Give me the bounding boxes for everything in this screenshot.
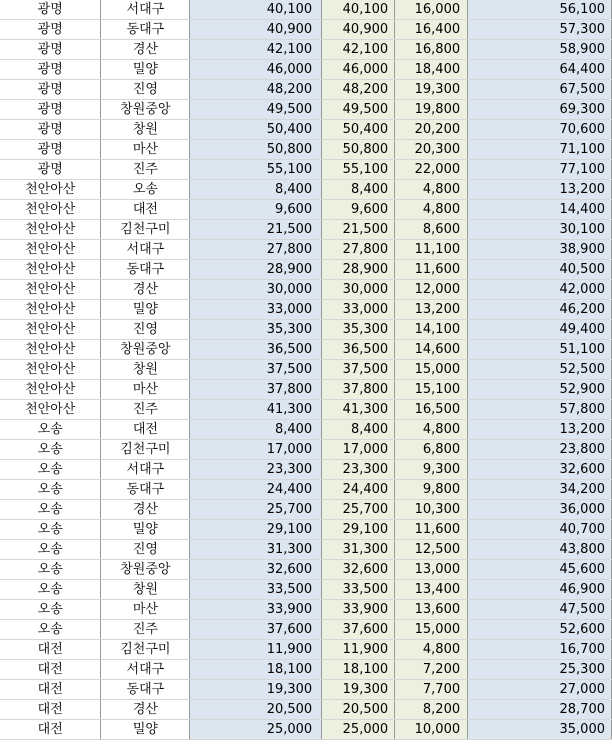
fare-c-cell[interactable]: 16,000 (395, 0, 468, 20)
fare-c-cell[interactable]: 16,800 (395, 40, 468, 60)
origin-cell[interactable]: 천안아산 (0, 260, 101, 280)
fare-c-cell[interactable]: 13,000 (395, 560, 468, 580)
origin-cell[interactable]: 천안아산 (0, 340, 101, 360)
fare-c-cell[interactable]: 11,100 (395, 240, 468, 260)
destination-cell[interactable]: 대전 (101, 420, 190, 440)
fare-b-cell[interactable]: 37,800 (322, 380, 395, 400)
fare-b-cell[interactable]: 8,400 (322, 420, 395, 440)
fare-total-cell[interactable]: 46,900 (468, 580, 612, 600)
origin-cell[interactable]: 광명 (0, 140, 101, 160)
fare-c-cell[interactable]: 14,600 (395, 340, 468, 360)
fare-a-cell[interactable]: 30,000 (190, 280, 322, 300)
fare-b-cell[interactable]: 8,400 (322, 180, 395, 200)
fare-total-cell[interactable]: 13,200 (468, 180, 612, 200)
table-row (0, 220, 612, 240)
fare-total-cell[interactable]: 43,800 (468, 540, 612, 560)
fare-c-cell[interactable]: 11,600 (395, 260, 468, 280)
fare-c-cell[interactable]: 4,800 (395, 640, 468, 660)
fare-c-cell[interactable]: 6,800 (395, 440, 468, 460)
origin-cell[interactable]: 천안아산 (0, 200, 101, 220)
fare-c-cell[interactable]: 10,000 (395, 720, 468, 740)
fare-total-cell[interactable]: 40,500 (468, 260, 612, 280)
fare-c-cell[interactable]: 16,400 (395, 20, 468, 40)
destination-cell[interactable]: 진주 (101, 620, 190, 640)
fare-b-cell[interactable]: 50,400 (322, 120, 395, 140)
origin-cell[interactable]: 천안아산 (0, 360, 101, 380)
fare-total-cell[interactable]: 57,800 (468, 400, 612, 420)
table-row (0, 200, 612, 220)
origin-cell[interactable]: 광명 (0, 80, 101, 100)
fare-b-cell[interactable]: 20,500 (322, 700, 395, 720)
table-row (0, 80, 612, 100)
fare-a-cell[interactable]: 19,300 (190, 680, 322, 700)
fare-c-cell[interactable]: 4,800 (395, 420, 468, 440)
table-row (0, 20, 612, 40)
fare-c-cell[interactable]: 22,000 (395, 160, 468, 180)
fare-a-cell[interactable]: 33,500 (190, 580, 322, 600)
origin-cell[interactable]: 대전 (0, 700, 101, 720)
fare-a-cell[interactable]: 41,300 (190, 400, 322, 420)
fare-c-cell[interactable]: 8,600 (395, 220, 468, 240)
fare-c-cell[interactable]: 15,100 (395, 380, 468, 400)
table-row (0, 60, 612, 80)
table-row (0, 520, 612, 540)
fare-a-cell[interactable]: 31,300 (190, 540, 322, 560)
table-row (0, 40, 612, 60)
fare-total-cell[interactable]: 38,900 (468, 240, 612, 260)
fare-total-cell[interactable]: 42,000 (468, 280, 612, 300)
table-row (0, 720, 612, 740)
fare-a-cell[interactable]: 25,700 (190, 500, 322, 520)
origin-cell[interactable]: 광명 (0, 120, 101, 140)
table-row (0, 660, 612, 680)
fare-total-cell[interactable]: 30,100 (468, 220, 612, 240)
fare-total-cell[interactable]: 52,900 (468, 380, 612, 400)
destination-cell[interactable]: 창원중앙 (101, 560, 190, 580)
fare-a-cell[interactable]: 50,400 (190, 120, 322, 140)
fare-total-cell[interactable]: 71,100 (468, 140, 612, 160)
fare-total-cell[interactable]: 25,300 (468, 660, 612, 680)
fare-b-cell[interactable]: 32,600 (322, 560, 395, 580)
fare-b-cell[interactable]: 42,100 (322, 40, 395, 60)
fare-total-cell[interactable]: 51,100 (468, 340, 612, 360)
fare-a-cell[interactable]: 40,900 (190, 20, 322, 40)
fare-total-cell[interactable]: 69,300 (468, 100, 612, 120)
destination-cell[interactable]: 김천구미 (101, 220, 190, 240)
table-row (0, 260, 612, 280)
origin-cell[interactable]: 천안아산 (0, 220, 101, 240)
fare-a-cell[interactable]: 27,800 (190, 240, 322, 260)
table-row (0, 580, 612, 600)
origin-cell[interactable]: 광명 (0, 160, 101, 180)
fare-b-cell[interactable]: 33,000 (322, 300, 395, 320)
origin-cell[interactable]: 대전 (0, 680, 101, 700)
fare-b-cell[interactable]: 25,700 (322, 500, 395, 520)
fare-c-cell[interactable]: 11,600 (395, 520, 468, 540)
fare-b-cell[interactable]: 24,400 (322, 480, 395, 500)
destination-cell[interactable]: 서대구 (101, 660, 190, 680)
destination-cell[interactable]: 밀양 (101, 720, 190, 740)
fare-c-cell[interactable]: 4,800 (395, 180, 468, 200)
table-row (0, 540, 612, 560)
fare-total-cell[interactable]: 32,600 (468, 460, 612, 480)
destination-cell[interactable]: 마산 (101, 140, 190, 160)
table-row (0, 100, 612, 120)
origin-cell[interactable]: 광명 (0, 0, 101, 20)
fare-a-cell[interactable]: 8,400 (190, 420, 322, 440)
origin-cell[interactable]: 오송 (0, 420, 101, 440)
destination-cell[interactable]: 창원 (101, 360, 190, 380)
table-row (0, 0, 612, 20)
table-row (0, 320, 612, 340)
fare-b-cell[interactable]: 49,500 (322, 100, 395, 120)
fare-c-cell[interactable]: 13,400 (395, 580, 468, 600)
table-row (0, 160, 612, 180)
origin-cell[interactable]: 천안아산 (0, 400, 101, 420)
fare-total-cell[interactable]: 64,400 (468, 60, 612, 80)
table-row (0, 600, 612, 620)
fare-total-cell[interactable]: 56,100 (468, 0, 612, 20)
destination-cell[interactable]: 진주 (101, 160, 190, 180)
destination-cell[interactable]: 진영 (101, 540, 190, 560)
fare-c-cell[interactable]: 13,200 (395, 300, 468, 320)
table-row (0, 280, 612, 300)
fare-c-cell[interactable]: 18,400 (395, 60, 468, 80)
fare-b-cell[interactable]: 25,000 (322, 720, 395, 740)
fare-c-cell[interactable]: 13,600 (395, 600, 468, 620)
fare-total-cell[interactable]: 16,700 (468, 640, 612, 660)
destination-cell[interactable]: 창원 (101, 580, 190, 600)
fare-b-cell[interactable]: 40,900 (322, 20, 395, 40)
fare-total-cell[interactable]: 34,200 (468, 480, 612, 500)
fare-a-cell[interactable]: 40,100 (190, 0, 322, 20)
table-row (0, 560, 612, 580)
origin-cell[interactable]: 오송 (0, 480, 101, 500)
fare-total-cell[interactable]: 47,500 (468, 600, 612, 620)
fare-a-cell[interactable]: 33,000 (190, 300, 322, 320)
fare-c-cell[interactable]: 9,300 (395, 460, 468, 480)
fare-total-cell[interactable]: 57,300 (468, 20, 612, 40)
table-row (0, 420, 612, 440)
fare-b-cell[interactable]: 19,300 (322, 680, 395, 700)
table-row (0, 620, 612, 640)
destination-cell[interactable]: 경산 (101, 500, 190, 520)
fare-a-cell[interactable]: 20,500 (190, 700, 322, 720)
destination-cell[interactable]: 경산 (101, 700, 190, 720)
fare-c-cell[interactable]: 15,000 (395, 620, 468, 640)
table-row (0, 500, 612, 520)
fare-c-cell[interactable]: 10,300 (395, 500, 468, 520)
fare-c-cell[interactable]: 4,800 (395, 200, 468, 220)
fare-c-cell[interactable]: 15,000 (395, 360, 468, 380)
fare-a-cell[interactable]: 37,500 (190, 360, 322, 380)
fare-b-cell[interactable]: 41,300 (322, 400, 395, 420)
origin-cell[interactable]: 오송 (0, 440, 101, 460)
table-row (0, 240, 612, 260)
fare-b-cell[interactable]: 35,300 (322, 320, 395, 340)
fare-b-cell[interactable]: 18,100 (322, 660, 395, 680)
fare-total-cell[interactable]: 40,700 (468, 520, 612, 540)
origin-cell[interactable]: 오송 (0, 560, 101, 580)
fare-c-cell[interactable]: 7,700 (395, 680, 468, 700)
origin-cell[interactable]: 오송 (0, 540, 101, 560)
fare-b-cell[interactable]: 23,300 (322, 460, 395, 480)
fare-a-cell[interactable]: 25,000 (190, 720, 322, 740)
fare-total-cell[interactable]: 28,700 (468, 700, 612, 720)
destination-cell[interactable]: 김천구미 (101, 640, 190, 660)
fare-b-cell[interactable]: 37,500 (322, 360, 395, 380)
fare-b-cell[interactable]: 29,100 (322, 520, 395, 540)
fare-c-cell[interactable]: 19,300 (395, 80, 468, 100)
fare-b-cell[interactable]: 40,100 (322, 0, 395, 20)
destination-cell[interactable]: 밀양 (101, 520, 190, 540)
destination-cell[interactable]: 서대구 (101, 0, 190, 20)
fare-a-cell[interactable]: 17,000 (190, 440, 322, 460)
fare-a-cell[interactable]: 24,400 (190, 480, 322, 500)
destination-cell[interactable]: 마산 (101, 380, 190, 400)
fare-total-cell[interactable]: 77,100 (468, 160, 612, 180)
fare-b-cell[interactable]: 36,500 (322, 340, 395, 360)
fare-total-cell[interactable]: 70,600 (468, 120, 612, 140)
fare-a-cell[interactable]: 33,900 (190, 600, 322, 620)
fare-a-cell[interactable]: 32,600 (190, 560, 322, 580)
destination-cell[interactable]: 서대구 (101, 240, 190, 260)
fare-b-cell[interactable]: 37,600 (322, 620, 395, 640)
table-row (0, 140, 612, 160)
fare-c-cell[interactable]: 20,200 (395, 120, 468, 140)
table-row (0, 380, 612, 400)
fare-a-cell[interactable]: 35,300 (190, 320, 322, 340)
fare-b-cell[interactable]: 11,900 (322, 640, 395, 660)
fare-c-cell[interactable]: 7,200 (395, 660, 468, 680)
fare-c-cell[interactable]: 14,100 (395, 320, 468, 340)
fare-c-cell[interactable]: 9,800 (395, 480, 468, 500)
origin-cell[interactable]: 오송 (0, 500, 101, 520)
origin-cell[interactable]: 오송 (0, 460, 101, 480)
table-row (0, 680, 612, 700)
fare-total-cell[interactable]: 27,000 (468, 680, 612, 700)
fare-total-cell[interactable]: 67,500 (468, 80, 612, 100)
table-row (0, 340, 612, 360)
fare-total-cell[interactable]: 45,600 (468, 560, 612, 580)
destination-cell[interactable]: 동대구 (101, 260, 190, 280)
fare-a-cell[interactable]: 37,800 (190, 380, 322, 400)
fare-total-cell[interactable]: 49,400 (468, 320, 612, 340)
fare-a-cell[interactable]: 49,500 (190, 100, 322, 120)
fare-b-cell[interactable]: 27,800 (322, 240, 395, 260)
fare-a-cell[interactable]: 28,900 (190, 260, 322, 280)
fare-a-cell[interactable]: 29,100 (190, 520, 322, 540)
fare-b-cell[interactable]: 28,900 (322, 260, 395, 280)
fare-a-cell[interactable]: 50,800 (190, 140, 322, 160)
fare-c-cell[interactable]: 16,500 (395, 400, 468, 420)
fare-a-cell[interactable]: 48,200 (190, 80, 322, 100)
origin-cell[interactable]: 광명 (0, 100, 101, 120)
fare-b-cell[interactable]: 30,000 (322, 280, 395, 300)
fare-a-cell[interactable]: 21,500 (190, 220, 322, 240)
fare-a-cell[interactable]: 9,600 (190, 200, 322, 220)
destination-cell[interactable]: 밀양 (101, 300, 190, 320)
fare-b-cell[interactable]: 9,600 (322, 200, 395, 220)
fare-total-cell[interactable]: 35,000 (468, 720, 612, 740)
destination-cell[interactable]: 진영 (101, 320, 190, 340)
table-row (0, 640, 612, 660)
destination-cell[interactable]: 서대구 (101, 460, 190, 480)
destination-cell[interactable]: 마산 (101, 600, 190, 620)
fare-b-cell[interactable]: 46,000 (322, 60, 395, 80)
origin-cell[interactable]: 대전 (0, 720, 101, 740)
fare-total-cell[interactable]: 13,200 (468, 420, 612, 440)
origin-cell[interactable]: 광명 (0, 60, 101, 80)
destination-cell[interactable]: 창원중앙 (101, 340, 190, 360)
origin-cell[interactable]: 천안아산 (0, 320, 101, 340)
destination-cell[interactable]: 경산 (101, 280, 190, 300)
destination-cell[interactable]: 동대구 (101, 680, 190, 700)
fare-a-cell[interactable]: 11,900 (190, 640, 322, 660)
fare-c-cell[interactable]: 20,300 (395, 140, 468, 160)
fare-b-cell[interactable]: 33,900 (322, 600, 395, 620)
fare-a-cell[interactable]: 8,400 (190, 180, 322, 200)
fare-c-cell[interactable]: 12,500 (395, 540, 468, 560)
fare-total-cell[interactable]: 52,500 (468, 360, 612, 380)
table-row (0, 480, 612, 500)
destination-cell[interactable]: 대전 (101, 200, 190, 220)
fare-total-cell[interactable]: 14,400 (468, 200, 612, 220)
origin-cell[interactable]: 광명 (0, 40, 101, 60)
table-row (0, 180, 612, 200)
fare-b-cell[interactable]: 31,300 (322, 540, 395, 560)
table-row (0, 120, 612, 140)
fare-b-cell[interactable]: 33,500 (322, 580, 395, 600)
fare-a-cell[interactable]: 46,000 (190, 60, 322, 80)
destination-cell[interactable]: 진영 (101, 80, 190, 100)
table-row (0, 460, 612, 480)
origin-cell[interactable]: 오송 (0, 580, 101, 600)
fare-c-cell[interactable]: 19,800 (395, 100, 468, 120)
origin-cell[interactable]: 오송 (0, 520, 101, 540)
origin-cell[interactable]: 천안아산 (0, 280, 101, 300)
fare-a-cell[interactable]: 36,500 (190, 340, 322, 360)
origin-cell[interactable]: 광명 (0, 20, 101, 40)
destination-cell[interactable]: 밀양 (101, 60, 190, 80)
table-row (0, 300, 612, 320)
destination-cell[interactable]: 진주 (101, 400, 190, 420)
fare-a-cell[interactable]: 18,100 (190, 660, 322, 680)
fare-c-cell[interactable]: 12,000 (395, 280, 468, 300)
destination-cell[interactable]: 창원중앙 (101, 100, 190, 120)
destination-cell[interactable]: 오송 (101, 180, 190, 200)
destination-cell[interactable]: 창원 (101, 120, 190, 140)
destination-cell[interactable]: 김천구미 (101, 440, 190, 460)
fare-b-cell[interactable]: 17,000 (322, 440, 395, 460)
origin-cell[interactable]: 천안아산 (0, 180, 101, 200)
fare-c-cell[interactable]: 8,200 (395, 700, 468, 720)
fare-b-cell[interactable]: 50,800 (322, 140, 395, 160)
fare-a-cell[interactable]: 42,100 (190, 40, 322, 60)
origin-cell[interactable]: 오송 (0, 620, 101, 640)
destination-cell[interactable]: 동대구 (101, 480, 190, 500)
table-row (0, 700, 612, 720)
origin-cell[interactable]: 대전 (0, 660, 101, 680)
origin-cell[interactable]: 천안아산 (0, 300, 101, 320)
fare-b-cell[interactable]: 21,500 (322, 220, 395, 240)
fare-a-cell[interactable]: 37,600 (190, 620, 322, 640)
fare-total-cell[interactable]: 46,200 (468, 300, 612, 320)
fare-a-cell[interactable]: 55,100 (190, 160, 322, 180)
table-row (0, 440, 612, 460)
destination-cell[interactable]: 경산 (101, 40, 190, 60)
origin-cell[interactable]: 오송 (0, 600, 101, 620)
origin-cell[interactable]: 천안아산 (0, 240, 101, 260)
fare-b-cell[interactable]: 55,100 (322, 160, 395, 180)
fare-total-cell[interactable]: 52,600 (468, 620, 612, 640)
fare-total-cell[interactable]: 23,800 (468, 440, 612, 460)
fare-a-cell[interactable]: 23,300 (190, 460, 322, 480)
fare-b-cell[interactable]: 48,200 (322, 80, 395, 100)
fare-total-cell[interactable]: 36,000 (468, 500, 612, 520)
destination-cell[interactable]: 동대구 (101, 20, 190, 40)
table-row (0, 360, 612, 380)
origin-cell[interactable]: 천안아산 (0, 380, 101, 400)
table-row (0, 400, 612, 420)
origin-cell[interactable]: 대전 (0, 640, 101, 660)
fare-total-cell[interactable]: 58,900 (468, 40, 612, 60)
